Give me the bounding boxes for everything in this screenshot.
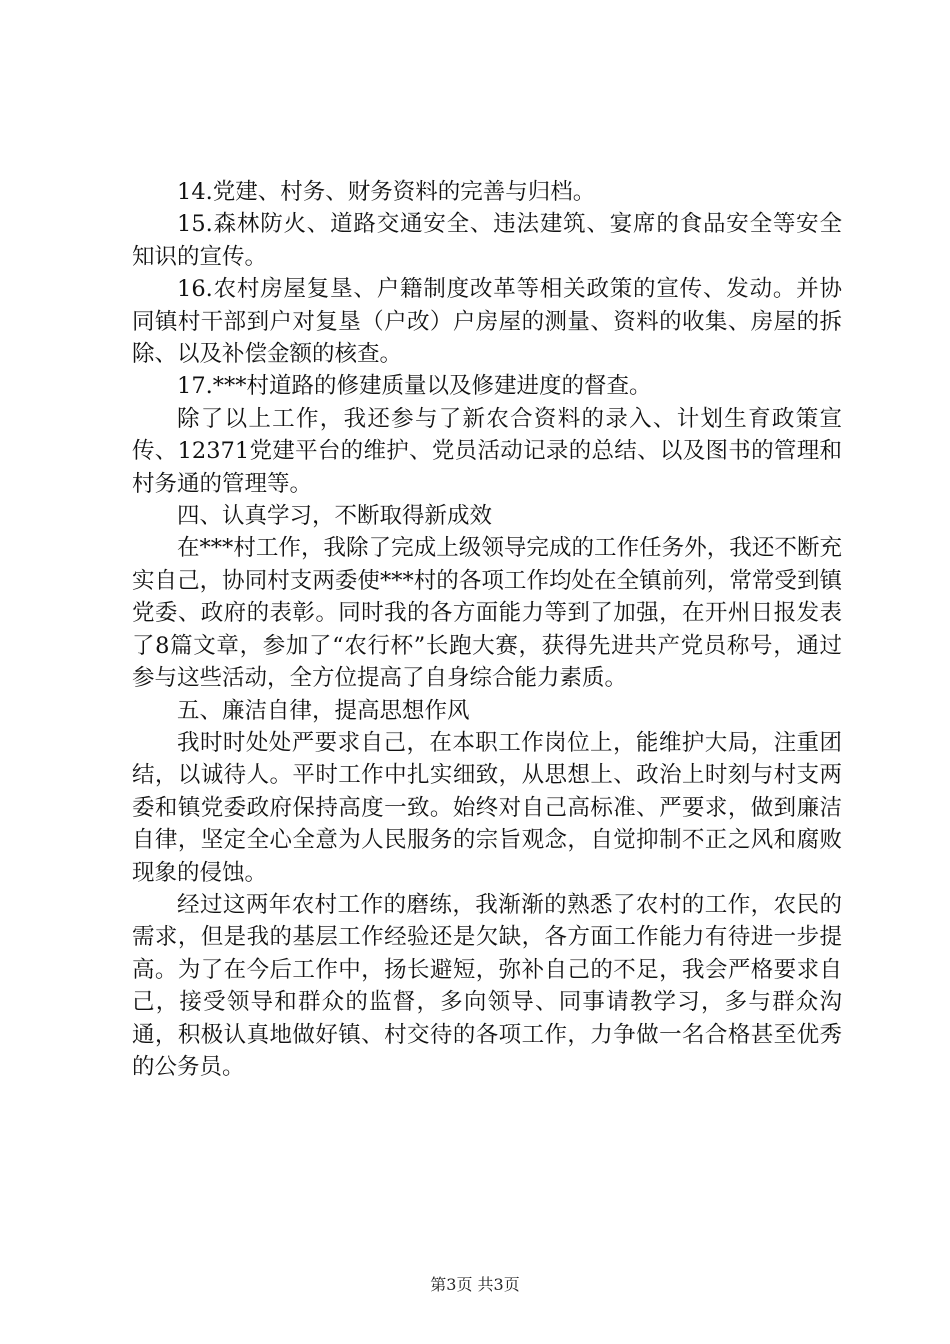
section-heading-4: 四、认真学习，不断取得新成效 [177,503,493,530]
paragraph-conclusion: 经过这两年农村工作的磨练，我渐渐的熟悉了农村的工作，农民的需求，但是我的基层工作经验还是欠缺，各方面工作能力有待进一步提高。为了在今后工作中，扬长避短，弥补自己的不足，我会严格要求自己，接受领导和群众的监督，多向领导、同事请教学习，多与群众沟通，积极认真地做好镇、村交待的各项工作，力争做一名合格甚至优秀的公务员。 [132,891,842,1080]
list-item-15: 15.森林防火、道路交通安全、违法建筑、宴席的食品安全等安全知识的宣传。 [132,211,842,270]
paragraph-integrity: 我时时处处严要求自己，在本职工作岗位上，能维护大局，注重团结，以诚待人。平时工作中扎实细致，从思想上、政治上时刻与村支两委和镇党委政府保持高度一致。始终对自己高标准、严要求，做到廉洁自律，坚定全心全意为人民服务的宗旨观念，自觉抑制不正之风和腐败现象的侵蚀。 [132,729,842,886]
document-body [132,176,842,1083]
list-item-17: 17.***村道路的修建质量以及修建进度的督查。 [177,373,652,400]
paragraph-other-work: 除了以上工作，我还参与了新农合资料的录入、计划生育政策宣传、12371党建平台的维护、党员活动记录的总结、以及图书的管理和村务通的管理等。 [132,405,842,497]
section-heading-5: 五、廉洁自律，提高思想作风 [177,697,470,724]
paragraph-study: 在***村工作，我除了完成上级领导完成的工作任务外，我还不断充实自己，协同村支两委使***村的各项工作均处在全镇前列，常常受到镇党委、政府的表彰。同时我的各方面能力等到了加强，在开州日报发表了8篇文章，参加了“农行杯”长跑大赛，获得先进共产党员称号，通过参与这些活动，全方位提高了自身综合能力素质。 [132,535,842,692]
list-item-16: 16.农村房屋复垦、户籍制度改革等相关政策的宣传、发动。并协同镇村干部到户对复垦（户改）户房屋的测量、资料的收集、房屋的拆除、以及补偿金额的核查。 [132,276,842,368]
page-number-footer: 第3页 共3页 [430,1275,520,1294]
list-item-14: 14.党建、村务、财务资料的完善与归档。 [177,179,596,205]
